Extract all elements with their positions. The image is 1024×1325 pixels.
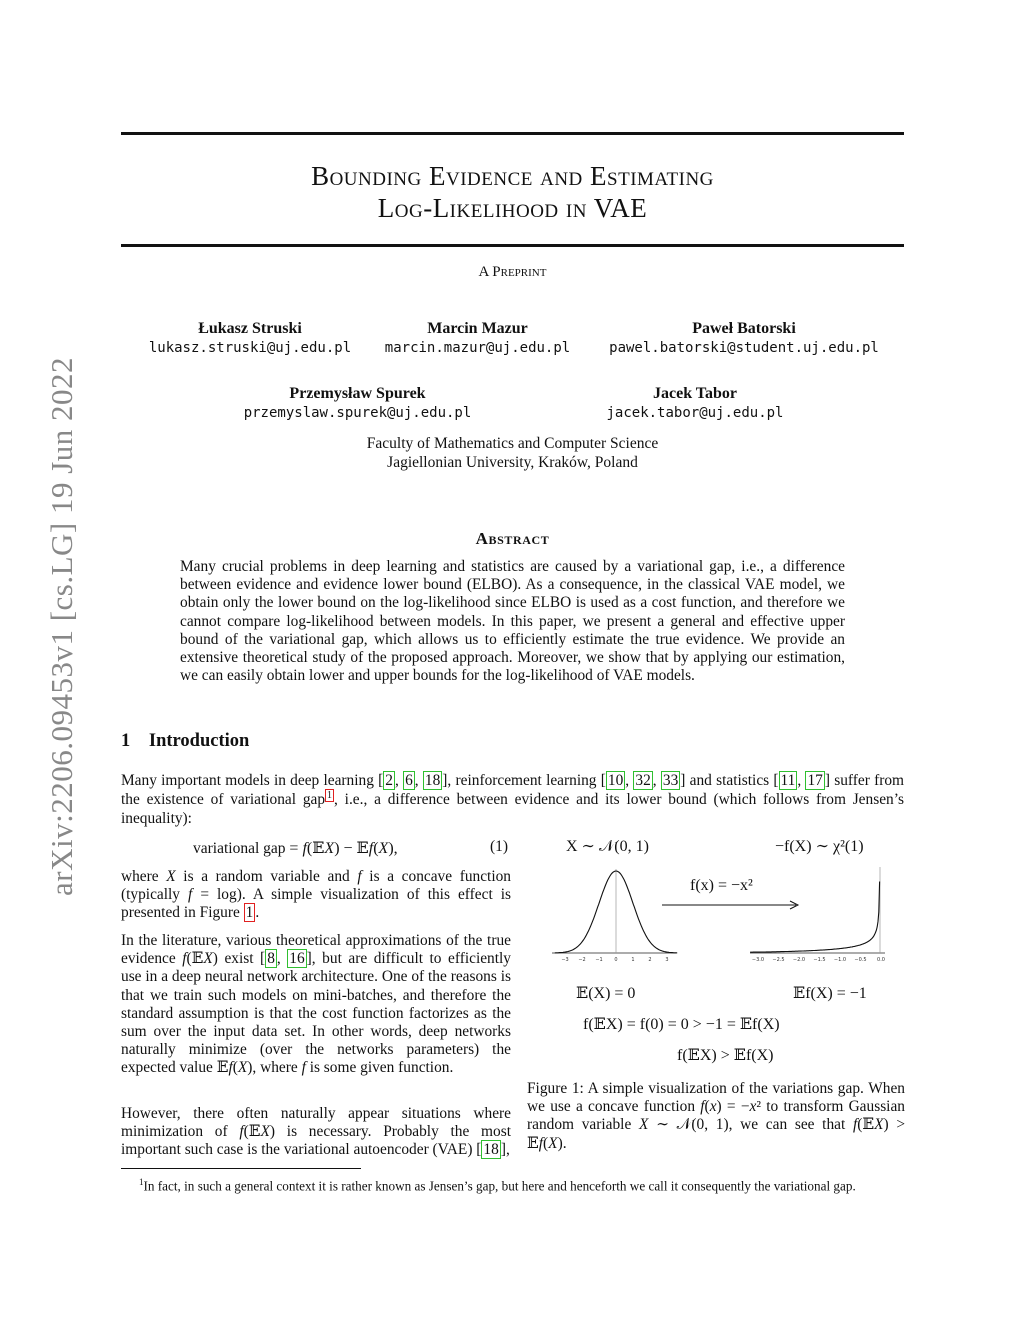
gaussian-tick-label: 2 bbox=[648, 957, 652, 963]
author-batorski bbox=[595, 319, 893, 357]
footnote-rule bbox=[121, 1168, 361, 1169]
text-run: to transform Gaussian random variable bbox=[527, 1098, 905, 1134]
author-email[interactable]: lukasz.struski@uj.edu.pl bbox=[148, 340, 352, 356]
text-run: ). A simple visualization of this effect is presented in Figure bbox=[121, 886, 512, 922]
citation-link[interactable]: 18 bbox=[424, 772, 441, 789]
intro-paragraph-3: In the literature, various theoretical approximations of the true evidence f(𝔼X) exist [ 8 , 16 ], but are difficult to efficiently use in a deep neural network architecture. One of the reasons is that we train such models on mini-batches, and therefore the standard assumption is that the cost function factorizes as the sum over the input data set. In other words, deep networks naturally minimize (over the networks parameters) the expected value 𝔼f(X), where f is some given function. bbox=[121, 932, 511, 1077]
section-number: 1 bbox=[121, 731, 131, 751]
gaussian-tick-label: −1 bbox=[595, 957, 603, 963]
intro-paragraph-2: where X is a random variable and f is a concave function (typically f = log). A simple visualization of this effect is presented in Figure 1 . bbox=[121, 868, 512, 922]
figure-right-label: −f(X) ∼ χ²(1) bbox=[775, 838, 864, 855]
figure-1-caption: Figure 1: A simple visualization of the variations gap. When we use a concave function f(x) = −x² to transform Gaussian random variable X ∼ 𝒩(0, 1), we can see that f(𝔼X) > 𝔼f(X). bbox=[527, 1080, 905, 1152]
section-heading bbox=[121, 731, 249, 752]
gaussian-tick-label: −2 bbox=[578, 957, 586, 963]
equation-label: variational gap bbox=[193, 840, 286, 857]
text-run: , where bbox=[252, 1059, 302, 1077]
citation-link[interactable]: 16 bbox=[289, 950, 305, 968]
chi2-tick-label: −1.5 bbox=[813, 957, 826, 963]
chi2-tick-label: −3.0 bbox=[751, 957, 765, 963]
title-bottom-rule bbox=[121, 244, 904, 247]
equation-1: variational gap = f(𝔼X) − 𝔼f(X), bbox=[193, 840, 398, 857]
text-run: is a concave function (typically bbox=[121, 868, 512, 904]
citation-link[interactable]: 18 bbox=[483, 1141, 499, 1159]
citation-link[interactable]: 8 bbox=[267, 950, 275, 968]
citation-link[interactable]: 10 bbox=[607, 772, 624, 789]
abstract-heading: Abstract bbox=[475, 529, 550, 548]
title-top-rule bbox=[121, 132, 904, 135]
text-run: In the literature, various theoretical approximations of the true evidence bbox=[121, 932, 511, 968]
gaussian-tick-label: −3 bbox=[561, 957, 569, 963]
affiliation-line-2: Jagiellonian University, Kraków, Poland bbox=[387, 453, 638, 471]
preprint-label: A Preprint bbox=[478, 264, 547, 280]
text-run: Figure 1: A simple visualization of the variations gap. When we use a concave function bbox=[527, 1080, 905, 1116]
chi2-tick-label: −1.0 bbox=[833, 957, 847, 963]
author-name: Paweł Batorski bbox=[692, 320, 796, 337]
text-run: is a random variable and bbox=[175, 868, 358, 885]
text-run: ], but are difficult to efficiently use in a deep neural network architecture. One of the reasons is that we train such models on mini-batches, and therefore the standard assumption is that the cost function factorizes as the sum over the input data set. In other words, deep networks naturally minimize (over the networks parameters) the expected value bbox=[121, 950, 511, 1077]
author-email[interactable]: pawel.batorski@student.uj.edu.pl bbox=[609, 340, 879, 356]
section-title: Introduction bbox=[148, 731, 250, 751]
figure-eq-right: 𝔼f(X) = −1 bbox=[793, 985, 867, 1002]
figure-1-plots bbox=[540, 855, 900, 970]
figure-arrow-label: f(x) = −x² bbox=[690, 877, 753, 894]
intro-paragraph-4: However, there often naturally appear situations where minimization of f(𝔼X) is necessary. Probably the most important such case is the variational autoencoder (VAE) [ 18 ], bbox=[121, 1105, 511, 1159]
figure-link[interactable]: 1 bbox=[245, 904, 254, 922]
author-email[interactable]: jacek.tabor@uj.edu.pl bbox=[606, 405, 784, 421]
arxiv-identifier: arXiv:2206.09453v1 [cs.LG] 19 Jun 2022 bbox=[44, 356, 79, 896]
citation-link[interactable]: 17 bbox=[807, 772, 823, 789]
intro-paragraph-1: Many important models in deep learning [ 2 , 6 , 18 ], reinforcement learning [ 10 , 32 , 33 ] and statistics [ 11 , 17 ] suffer from the existence of variational gap $^1$ , i.e., a difference between evidence and its lower bound (which follows from Jensen’s inequality): bbox=[121, 772, 904, 827]
text-run: However, there often naturally appear situations where minimization of bbox=[121, 1105, 511, 1141]
text-run: . bbox=[255, 904, 260, 922]
author-email[interactable]: marcin.mazur@uj.edu.pl bbox=[384, 340, 571, 356]
chi2-tick-label: −0.5 bbox=[854, 957, 867, 963]
text-run: ], reinforcement learning [ bbox=[442, 772, 606, 789]
gaussian-tick-label: 1 bbox=[631, 957, 635, 963]
citation-link[interactable]: 32 bbox=[635, 772, 651, 789]
affiliation bbox=[121, 435, 904, 472]
text-run: , we can see that bbox=[728, 1116, 853, 1134]
citation-link[interactable]: 6 bbox=[405, 772, 413, 789]
text-run: is necessary. Probably the most important such case is the variational autoencoder (VAE) [ bbox=[121, 1123, 511, 1159]
abstract-text: Many crucial problems in deep learning and statistics are caused by a variational gap, i.e., a difference between evidence and evidence lower bound (ELBO). As a consequence, in the classical VAE model, we obtain only the lower bound on the log-likelihood since ELBO is used as a cost function, and therefore we cannot compare log-likelihood between models. In this paper, we present a general and effective upper bound of the variational gap, which allows us to efficiently estimate the true evidence. We provide an extensive theoretical study of the proposed approach. Moreover, we show that by applying our estimation, we can easily obtain lower and upper bounds for the log-likelihood of VAE models. bbox=[180, 558, 845, 685]
footnote-mark: 1 bbox=[139, 1177, 144, 1187]
title-line-1: Bounding Evidence and Estimating bbox=[311, 161, 714, 191]
text-run: ] and statistics [ bbox=[680, 772, 779, 789]
text-run: where bbox=[121, 868, 167, 885]
citation-link[interactable]: 11 bbox=[780, 772, 796, 789]
author-name: Łukasz Struski bbox=[198, 320, 302, 337]
author-spurek bbox=[220, 384, 495, 422]
author-mazur bbox=[360, 319, 595, 357]
author-name: Marcin Mazur bbox=[427, 320, 528, 337]
figure-eq-left: 𝔼(X) = 0 bbox=[576, 985, 636, 1002]
gaussian-tick-label: 3 bbox=[665, 957, 669, 963]
figure-left-label: X ∼ 𝒩(0, 1) bbox=[566, 838, 649, 855]
text-run: , i.e., a difference between evidence and its lower bound (which follows from Jensen’s inequality): bbox=[121, 791, 904, 827]
gaussian-tick-label: 0 bbox=[614, 957, 618, 963]
paper-title bbox=[121, 160, 904, 224]
chi2-tick-label: −2.0 bbox=[792, 957, 806, 963]
author-email[interactable]: przemyslaw.spurek@uj.edu.pl bbox=[243, 405, 472, 421]
affiliation-line-1: Faculty of Mathematics and Computer Science bbox=[366, 435, 659, 452]
figure-eq-mid-1: f(𝔼X) = f(0) = 0 > −1 = 𝔼f(X) bbox=[583, 1016, 780, 1033]
author-struski bbox=[120, 319, 380, 357]
citation-link[interactable]: 2 bbox=[385, 772, 393, 789]
text-run: is some given function. bbox=[305, 1059, 454, 1077]
chi2-tick-label: −2.5 bbox=[772, 957, 785, 963]
text-run: ], bbox=[500, 1141, 510, 1159]
footnote bbox=[121, 1174, 904, 1194]
equation-number: (1) bbox=[490, 838, 509, 855]
citation-link[interactable]: 33 bbox=[662, 772, 679, 789]
text-run: Many important models in deep learning [ bbox=[121, 772, 384, 789]
figure-eq-mid-2: f(𝔼X) > 𝔼f(X) bbox=[677, 1047, 774, 1064]
title-line-2: Log-Likelihood in VAE bbox=[377, 193, 648, 223]
author-tabor bbox=[580, 384, 810, 422]
footnote-link[interactable]: 1 bbox=[327, 790, 333, 802]
text-run: . bbox=[562, 1134, 567, 1152]
text-run: exist [ bbox=[217, 950, 266, 968]
text-run: ] suffer from the existence of variational gap bbox=[121, 772, 904, 809]
footnote-text: In fact, in such a general context it is rather known as Jensen’s gap, but here and henceforth we call it consequently the variational gap. bbox=[143, 1178, 856, 1194]
author-name: Jacek Tabor bbox=[652, 385, 737, 402]
chi2-tick-label: 0.0 bbox=[877, 957, 885, 963]
chi2-curve bbox=[750, 882, 880, 953]
author-name: Przemysław Spurek bbox=[289, 385, 426, 402]
